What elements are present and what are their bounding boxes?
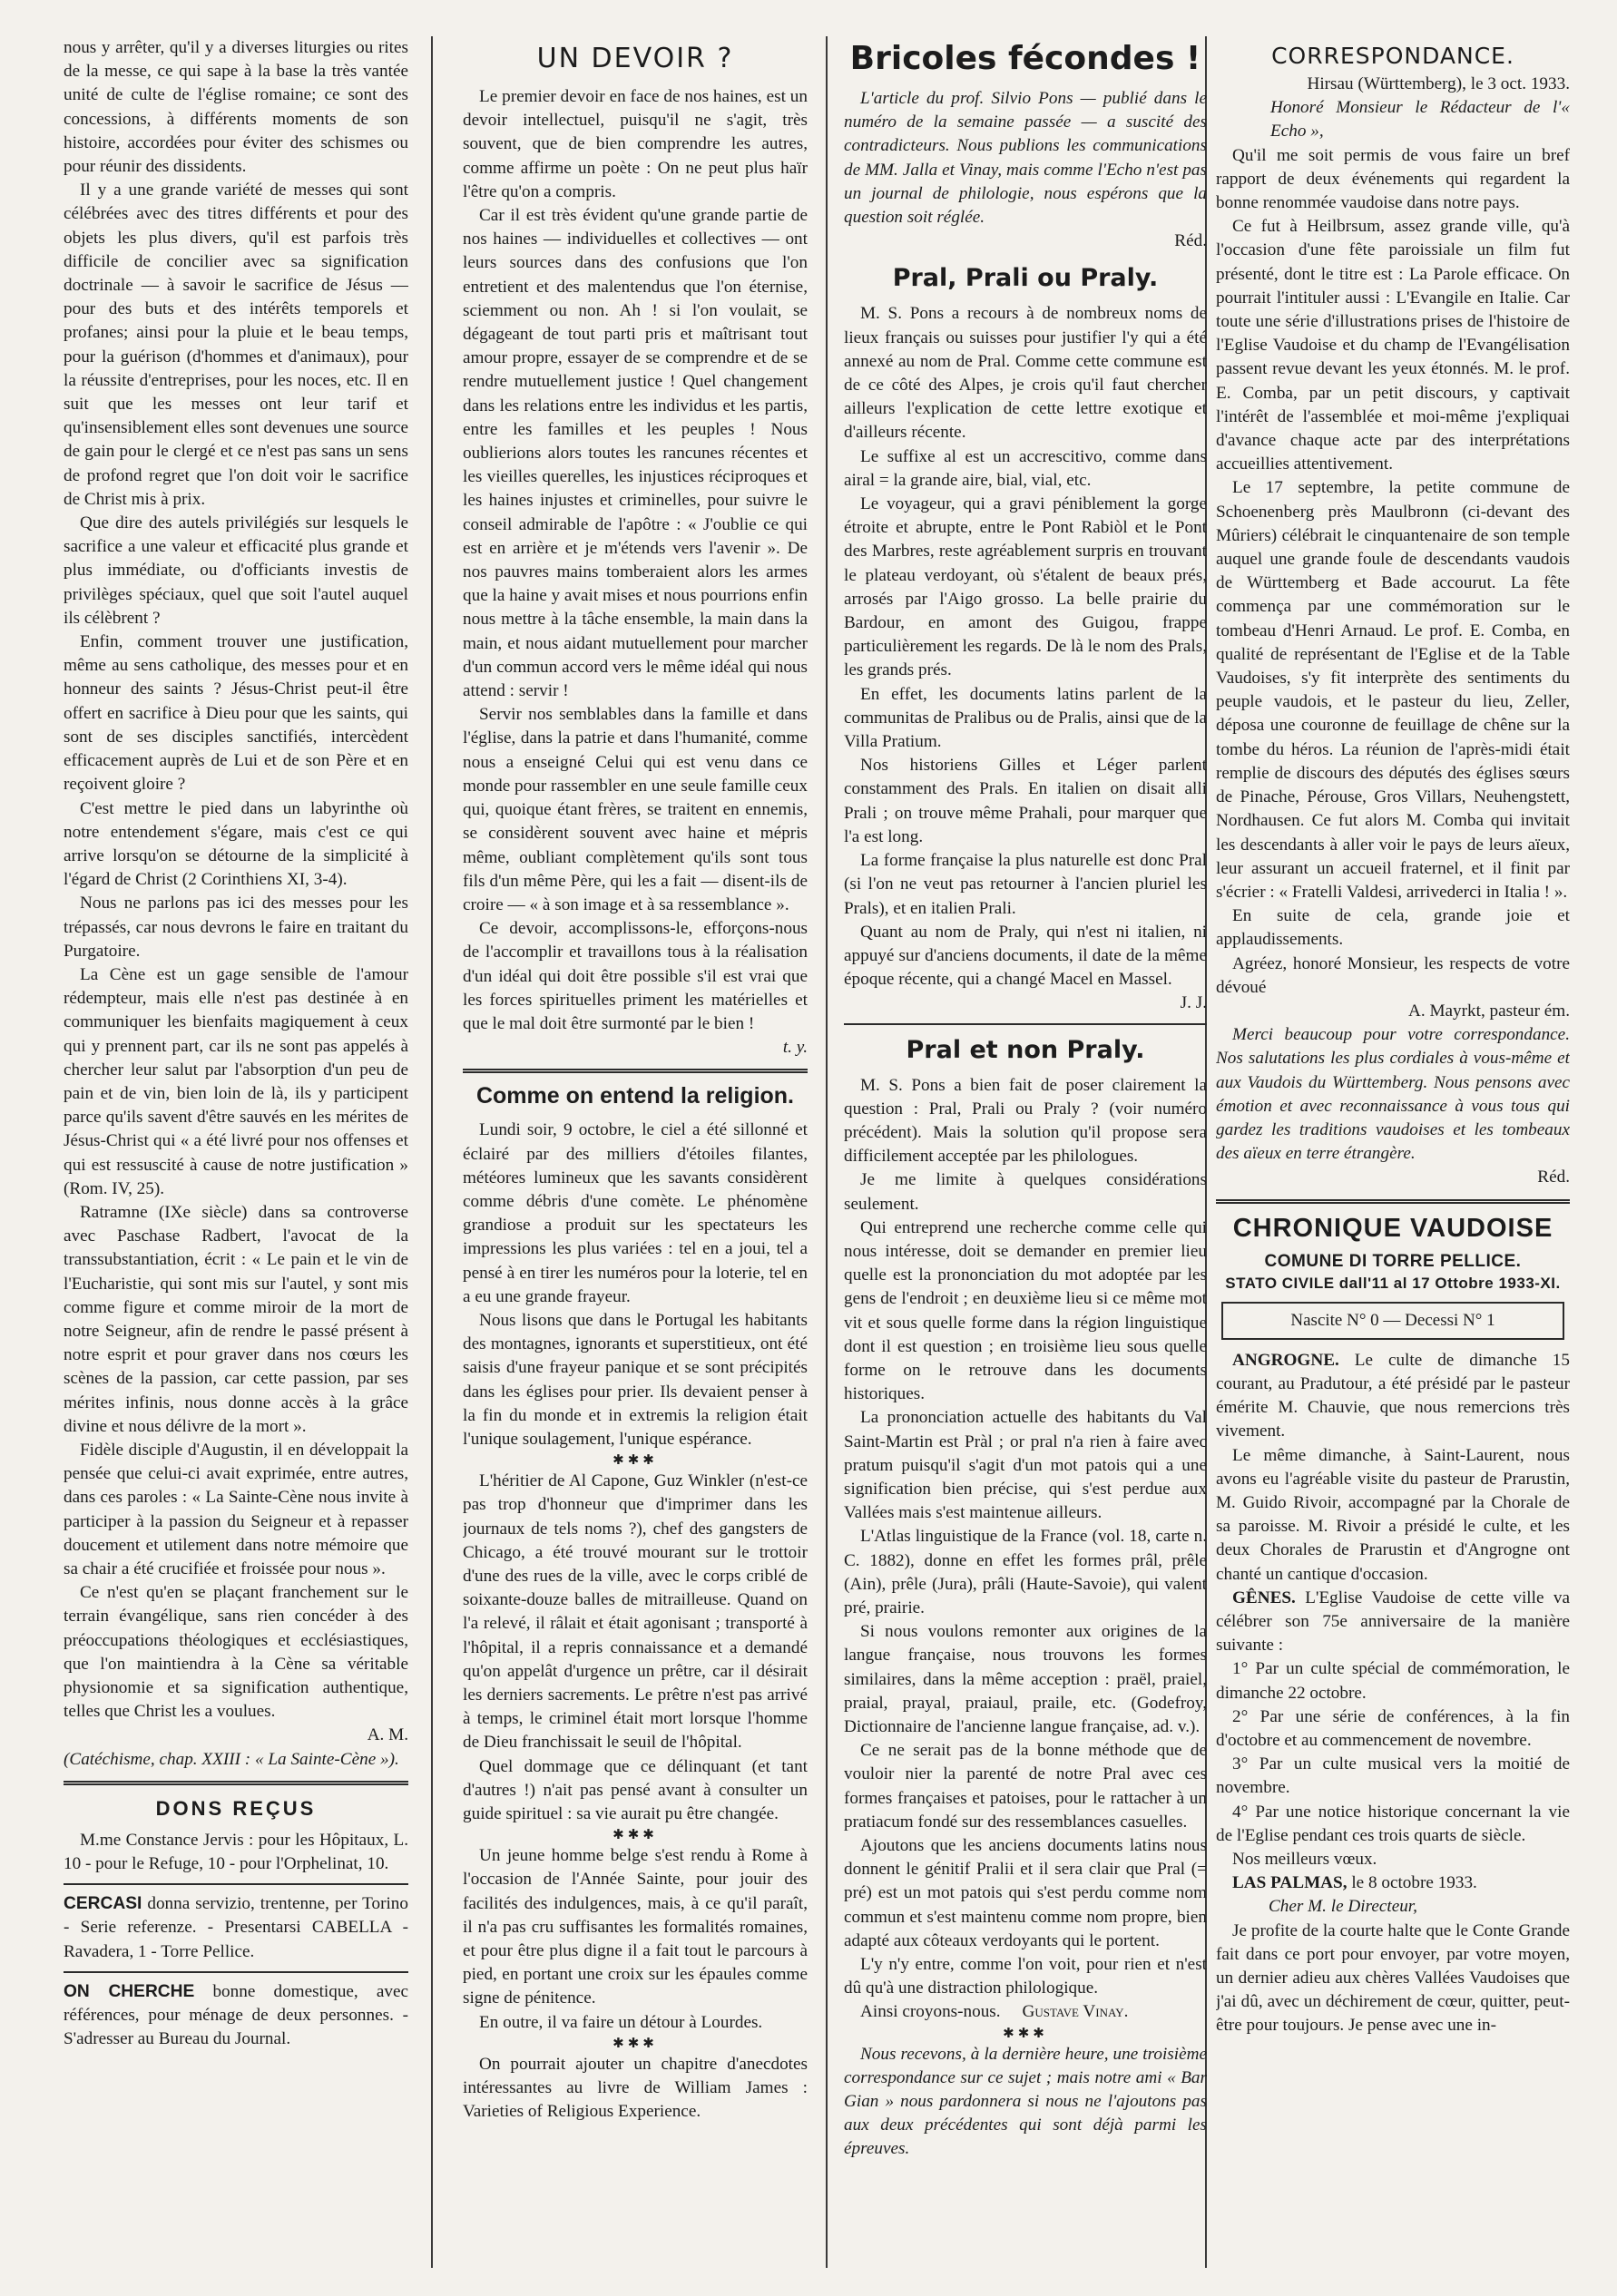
paragraph: Ce n'est qu'en se plaçant franchement sur le terrain évangélique, sans rien concéder à des préoccupations théologiques et ecclésiastiques, que l'on maintiendra à la Cène sa véritable physionomie et sa signification authentique, telles que Christ les a voulues. [64, 1583, 408, 1722]
column-4 [1216, 36, 1570, 2263]
paragraph: M. S. Pons a recours à de nombreux noms de lieux français ou suisses pour justifier l'y qui a été annexé au nom de Pral. Comme cette commune est de ce côté des Alpes, je crois qu'il faut chercher ailleurs l'explication de cette lettre exotique et d'ailleurs récente. [844, 304, 1207, 443]
place-lead: LAS PALMAS, [1232, 1873, 1348, 1893]
ad-text: bonne domestique, avec références, pour ménage de deux personnes. - S'adresser au Bureau du Journal. [64, 1981, 408, 2049]
paragraph: On pourrait ajouter un chapitre d'anecdotes intéressantes au livre de William James : Varieties of Religious Experience. [463, 2054, 808, 2122]
comune-heading: COMUNE DI TORRE PELLICE. [1264, 1251, 1522, 1271]
divider [463, 1069, 808, 1073]
signature: J. J. [1180, 993, 1207, 1013]
section-stars: ✱✱✱ [1003, 2026, 1048, 2041]
signature: A. M. [367, 1725, 408, 1745]
paragraph: Nos meilleurs vœux. [1232, 1850, 1377, 1870]
paragraph: 2° Par une série de conférences, à la fin d'octobre et au commencement de novembre. [1216, 1706, 1570, 1750]
dons-text: M.me Constance Jervis : pour les Hôpitaux, L. 10 - pour le Refuge, 10 - pour l'Orphelinat, 10. [64, 1830, 408, 1874]
divider [64, 1781, 408, 1785]
paragraph: Ajoutons que les anciens documents latins nous donnent le génitif Pralii et il sera clair que Pral (= pré) est un mot patois qui s'est perdu comme nom commun et s'est maintenu comme nom propre, bien adapté aux côteaux verdoyants qui le portent. [844, 1836, 1207, 1950]
paragraph: Ce ne serait pas de la bonne méthode que de vouloir nier la parenté de notre Pral avec ces formes françaises et patoises, pour le rattacher à un pratiacum fondé sur des ressemblances casuelles. [844, 1741, 1207, 1832]
paragraph: En effet, les documents latins parlent de la communitas de Pralibus ou de Pralis, ainsi que de la Villa Pratium. [844, 684, 1207, 752]
signature: Gustave Vinay. [1022, 2002, 1129, 2022]
paragraph: Ce devoir, accomplissons-le, efforçons-nous de l'accomplir et travaillons tous à la réalisation d'un idéal qui doit être possible s'il est vrai que les forces spirituelles priment les matérielles et que le mal doit être surmonté par le bien ! [463, 919, 808, 1033]
sub-title: Pral et non Praly. [906, 1035, 1145, 1064]
divider [64, 1971, 408, 1973]
section-stars: ✱✱✱ [612, 2036, 658, 2051]
paragraph-text: Le culte de dimanche 15 courant, au Pradutour, a été présidé par le pasteur émérite M. Chauvie, que nous remercions très vivement. [1216, 1350, 1570, 1441]
signature: Réd. [1537, 1168, 1570, 1187]
paragraph: nous y arrêter, qu'il y a diverses liturgies ou rites de la messe, ce qui sape à la base la très vantée unité de culte de l'église romaine; ce sont des concessions, à différents moments de son histoire, accordées pour éviter des schismes ou pour réunir des dissidents. [64, 38, 408, 177]
section-stars: ✱✱✱ [612, 1453, 658, 1469]
column-rule [431, 36, 433, 2268]
column-3 [844, 36, 1207, 2263]
paragraph: C'est mettre le pied dans un labyrinthe où notre entendement s'égare, mais c'est ce qui arrive lorsqu'on se détourne de la simplicité à l'égard de Christ (2 Corinthiens XI, 3-4). [64, 798, 408, 890]
paragraph: Que dire des autels privilégiés sur lesquels le sacrifice a une valeur et efficacité plus grande et plus immédiate, ou d'officiants investis de privilèges spéciaux, quel que soit l'autel auquel ils célèbrent ? [64, 513, 408, 628]
paragraph: Enfin, comment trouver une justification, même au sens catholique, des messes pour et en honneur des saints ? Jésus-Christ peut-il être offert en sacrifice à Dieu pour que les saints, qui sont de ses disciples sanctifiés, intercèdent efficacement auprès de Lui et de son Père et en reçoivent gloire ? [64, 632, 408, 795]
paragraph: Qui entreprend une recherche comme celle qui nous intéresse, doit se demander en premier lieu quelle est la prononciation du mot adoptée par les gens de l'endroit ; en deuxième lieu si ce même mot vit et sous quelle forme dans la région linguistique dont il est question ; en troisième lieu sous quelle forme on le retrouve dans les documents historiques. [844, 1217, 1207, 1404]
classified-ad [64, 1980, 408, 2052]
dateline: Hirsau (Württemberg), le 3 oct. 1933. [1307, 74, 1570, 93]
paragraph: L'y n'y entre, comme l'on voit, pour rien et n'est dû qu'à une distraction philologique. [844, 1955, 1207, 1998]
paragraph-text: le 8 octobre 1933. [1347, 1873, 1477, 1893]
paragraph: Un jeune homme belge s'est rendu à Rome à l'occasion de l'Année Sainte, pour jouir des facilités des indulgences, mais, à ce qu'il paraît, il n'a pas cru suffisantes les formalités romaines, et pour être plus digne il a fait tout le parcours à pied, en portant une croix sur les épaules comme signe de pénitence. [463, 1846, 808, 2008]
paragraph: La forme française la plus naturelle est donc Pral (si l'on ne veut pas retourner à l'ancien pluriel les Prals), et en italien Prali. [844, 851, 1207, 918]
paragraph: Servir nos semblables dans la famille et dans l'église, dans la patrie et dans l'humanité, comme nous a enseigné Celui qui est venu dans ce monde pour rassembler en une seule famille ceux qui, quoique étant frères, se traitent en ennemis, se considèrent souvent avec haine et mépris même, oubliant complètement qu'ils sont tous fils d'un même Père, qui les a fait — disent-ils de croire — « à son image et à sa ressemblance ». [463, 705, 808, 914]
ad-lead: CERCASI [64, 1894, 142, 1914]
column-rule [826, 36, 828, 2268]
paragraph [1216, 1587, 1570, 1658]
paragraph: Je profite de la courte halte que le Conte Grande fait dans ce port pour envoyer, par votre moyen, un dernier adieu aux chères Vallées Vaudoises que j'ai dû, avec un déchirement de cœur, quitter, peut-être pour toujours. Je pense avec une in- [1216, 1920, 1570, 2036]
paragraph: Agréez, honoré Monsieur, les respects de votre dévoué [1216, 953, 1570, 997]
paragraph: L'héritier de Al Capone, Guz Winkler (n'est-ce pas trop d'honneur que d'imprimer dans les journaux de tels noms ?), chef des gangsters de Chicago, a été trouvé mourant sur le trottoir d'une des rues de la ville, avec le corps criblé de soixante-douze balles de mitrailleuse. Quand on l'a relevé, il râlait et était agonisant ; transporté à l'hôpital, il a repris connaissance et a demandé qu'on appelât d'urgence un prêtre, car il désirait les derniers sacrements. Le prêtre n'est pas arrivé à temps, le criminel était mort lorsque l'homme de Dieu franchissait le seuil de l'hôpital. [463, 1471, 808, 1753]
paragraph [1216, 1349, 1570, 1444]
editor-reply: Merci beaucoup pour votre correspondance. Nos salutations les plus cordiales à vous-même et aux Vaudois du Württemberg. Nous pensons avec émotion et avec reconnaissance à vous tous qui gardez les traditions vaudoises et les tombeaux des aïeux en terre étrangère. [1216, 1025, 1570, 1164]
ad-text: donna servizio, trentenne, per Torino - Serie referenze. - Presentarsi CABELLA - Ravadera, 1 - Torre Pellice. [64, 1894, 408, 1961]
place-lead: GÊNES. [1232, 1588, 1296, 1607]
signature: A. Mayrkt, pasteur ém. [1408, 1001, 1570, 1021]
paragraph: Fidèle disciple d'Augustin, il en développait la pensée que celui-ci avait exprimée, entre autres, dans ces paroles : « La Sainte-Cène nous invite à participer à la passion du Seigneur et à repasser doucement et utilement dans notre mémoire que sa chair a été crucifiée et froissée pour nous ». [64, 1440, 408, 1578]
article-title: UN DEVOIR ? [536, 43, 734, 74]
paragraph: Nous lisons que dans le Portugal les habitants des montagnes, ignorants et superstitieux, ont été saisis d'une frayeur panique et se sont précipités dans les églises pour prier. Ils devaient penser à la fin du monde et in extremis la religion était l'unique soulagement, l'unique espérance. [463, 1310, 808, 1449]
paragraph: Il y a une grande variété de messes qui sont célébrées avec des titres différents et pour des objets les plus divers, qu'il est parfois très difficile de concilier avec sa signification doctrinale — à savoir le sacrifice de Jésus — pour des buts et des intérêts temporels et profanes; ainsi pour la pluie et le beau temps, pour la guérison (d'hommes et d'animaux), pour la réussite d'entreprises, pour les noces, etc. Il en suit que les messes ont leur tarif et qu'insensiblement elles sont devenues une source de gain pour le clergé et ce n'est pas sans un sens de profond regret que l'on doit voir le sacrifice de Christ mis à prix. [64, 181, 408, 509]
paragraph: Ratramne (IXe siècle) dans sa controverse avec Paschase Radbert, l'avocat de la transsubstantiation, écrit : « Le pain et le vin de l'Eucharistie, qui sont mis sur l'autel, y sont mis comme figure et comme miroir de la mort de notre Seigneur, afin de rendre le passé présent à notre esprit et pour graver dans nos cœurs les scènes de la passion, car cette passion, par ses mérites infinis, nous donne accès à la grâce divine et nous délivre de la mort ». [64, 1202, 408, 1436]
salutation: Cher M. le Directeur, [1269, 1897, 1417, 1917]
paragraph: 3° Par un culte musical vers la moitié de novembre. [1216, 1754, 1570, 1798]
paragraph: Quant au nom de Praly, qui n'est ni italien, ni appuyé sur d'anciens documents, il date de la même époque récente, qui a changé Macel en Massel. [844, 922, 1207, 990]
column-2 [463, 36, 808, 2263]
paragraph: Le premier devoir en face de nos haines, est un devoir intellectuel, puisqu'il ne s'agit, très souvent, que de bien comprendre les autres, comme affirme un poète : On ne peut plus haïr l'être qu'on a compris. [463, 87, 808, 201]
paragraph-text: L'Eglise Vaudoise de cette ville va célébrer son 75e anniversaire de la manière suivante : [1216, 1588, 1570, 1656]
stato-civile-heading: STATO CIVILE dall'11 al 17 Ottobre 1933-XI. [1225, 1274, 1561, 1292]
paragraph: M. S. Pons a bien fait de poser clairement la question : Pral, Prali ou Praly ? (voir numéro précédent). Mais la solution qu'il propose sera difficilement acceptée par les philologues. [844, 1075, 1207, 1167]
paragraph: Le suffixe al est un accrescitivo, comme dans airal = la grande aire, bial, vial, etc. [844, 446, 1207, 490]
paragraph: Si nous voulons remonter aux origines de la langue française, nous trouvons les formes similaires, dans la même acception : praël, praiel, praial, prayal, praiaul, praile, etc. (Godefroy, Dictionnaire de l'ancienne langue française, ad. v.). [844, 1622, 1207, 1736]
article-title: CORRESPONDANCE. [1271, 43, 1514, 69]
column-1 [64, 36, 408, 2263]
paragraph: L'Atlas linguistique de la France (vol. 18, carte n. C. 1882), donne en effet les formes prâl, prêle (Ain), prêle (Jura), prâli (Haute-Savoie), qui valent pré, prairie. [844, 1527, 1207, 1617]
divider [844, 1023, 1207, 1025]
signature: Réd. [1174, 231, 1207, 251]
paragraph: La Cène est un gage sensible de l'amour rédempteur, mais elle n'est pas destinée à en communiquer les bienfaits magiquement à ceux qui y prennent part, car ils ne sont pas appelés à chercher leur salut par l'absorption d'un peu de pain et de vin, bien loin de là, ils y participent parce qu'ils savent d'être sauvés en les mérites de Jésus-Christ qui « a été livré pour nos offenses et qui est ressuscité à cause de notre justification » (Rom. IV, 25). [64, 964, 408, 1198]
article-title: Comme on entend la religion. [475, 1083, 795, 1109]
citation: (Catéchisme, chap. XXIII : « La Sainte-Cène »). [64, 1749, 399, 1769]
classified-ad [64, 1892, 408, 1964]
salutation: Honoré Monsieur le Rédacteur de l'« Echo », [1270, 98, 1570, 142]
editor-note: Nous recevons, à la dernière heure, une troisième correspondance sur ce sujet ; mais notre ami « Bar Gian » nous pardonnera si nous ne l'ajoutons pas aux deux précédentes qui sont déjà parmi les épreuves. [844, 2044, 1207, 2159]
divider [1216, 1199, 1570, 1204]
paragraph: Car il est très évident qu'une grande partie de nos haines — individuelles et collectives — ont leurs sources dans des confusions que l'on entretient et des malentendus que l'on éternise, sciemment ou non. Ah ! si l'on voulait, se dégageant de tout parti pris et maîtrisant tout amour propre, essayer de se comprendre et de se rendre mutuellement justice ! Quel changement dans les relations entre les individus et les partis, entre les familles et les peuples ! Nous oublierions alors toutes les rancunes récentes et les vieilles querelles, les injustices réciproques et les haines injustes et criminelles, pour suivre le conseil admirable de l'apôtre : « J'oublie ce qui est en arrière et je m'étends vers l'avenir ». De nos pauvres mains tomberaient alors les armes que la haine y avait mises et nous pourrions enfin nous mettre à la tâche ensemble, la main dans la main, et nous aidant mutuellement pour marcher d'un commun accord vers le même idéal qui nous attend : servir ! [463, 206, 808, 701]
signature: t. y. [782, 1038, 808, 1058]
paragraph: Lundi soir, 9 octobre, le ciel a été sillonné et éclairé par des milliers d'étoiles filantes, météores lumineux que les savants considèrent comme débris d'une comète. Le phénomène grandiose a produit sur les spectateurs les impressions les plus variées : tel en a joui, tel a pensé à en tirer les numéros pour la loterie, tel en a eu une grande frayeur. [463, 1120, 808, 1306]
paragraph: Nos historiens Gilles et Léger parlent constamment des Prals. En italien on disait alli Prali ; on trouve même Prahali, pour marquer que l'a est long. [844, 756, 1207, 846]
newspaper-page [64, 36, 1570, 2268]
paragraph: En suite de cela, grande joie et applaudissements. [1216, 906, 1570, 950]
section-stars: ✱✱✱ [612, 1828, 658, 1843]
paragraph: Le même dimanche, à Saint-Laurent, nous avons eu l'agréable visite du pasteur de Prarustin, M. Guido Rivoir, accompagné par la Chorale de sa paroisse. M. Rivoir a présidé le culte, et les deux Chorales de Prarustin et d'Angrogne ont chanté un cantique d'occasion. [1216, 1445, 1570, 1584]
ad-lead: ON CHERCHE [64, 1981, 195, 2001]
sub-title: Pral, Prali ou Praly. [892, 264, 1159, 293]
paragraph: Ce fut à Heilbrsum, assez grande ville, qu'à l'occasion d'une fête paroissiale un film fut présenté, dont le titre est : La Parole efficace. On pourrait l'intituler aussi : L'Evangile en Italie. Car toute une série d'illustrations prises de l'histoire de l'Eglise Vaudoise et du champ de l'Evangélisation passent revue devant les yeux étonnés. M. le prof. E. Comba, par un petit discours, y captivait l'intérêt de l'assemblée et moi-même j'expliquai d'avance chaque acte par des interprétations accueillies attentivement. [1216, 217, 1570, 474]
paragraph: Quel dommage que ce délinquant (et tant d'autres !) n'ait pas pensé avant à consulter un guide spirituel : sa vie aurait pu être changée. [463, 1756, 808, 1824]
paragraph: La prononciation actuelle des habitants du Val Saint-Martin est Pràl ; or pral n'a rien à faire avec pratum puisqu'il s'agit d'un mot patois qui a une signification bien précise, qui s'est perdue aux Vallées mais s'est maintenue ailleurs. [844, 1408, 1207, 1523]
divider [64, 1883, 408, 1885]
paragraph: Le voyageur, qui a gravi péniblement la gorge étroite et abrupte, entre le Pont Rabiòl et le Pont des Marbres, reste agréablement surpris en trouvant le plateau verdoyant, où s'étalent de beaux prés, arrosés par l'Aigo grosso. La belle prairie du Bardour, en amont des Guigou, frappe particulièrement les regards. De là le nom des Prals, les grands prés. [844, 494, 1207, 680]
paragraph: Qu'il me soit permis de vous faire un bref rapport de deux événements qui regardent la bonne renommée vaudoise dans notre pays. [1216, 145, 1570, 213]
section-title: CHRONIQUE VAUDOISE [1232, 1213, 1553, 1243]
paragraph [1216, 1871, 1570, 1895]
closing-text: Ainsi croyons-nous. [860, 2002, 1001, 2022]
paragraph: Le 17 septembre, la petite commune de Schoenenberg près Maulbronn (ci-devant des Mûriers) célébrait le cinquantenaire de son temple auquel une grande foule de descendants vaudois de Württemberg et Bade accourut. La fête commença par une commémoration sur le tombeau d'Henri Arnaud. Le prof. E. Comba, en qualité de représentant de l'Eglise et de la Table Vaudoises, s'y fit interprète des sentiments du peuple vaudois, et le pasteur du lieu, Zeller, déposa une couronne de feuillage de chêne sur la tombe du héros. La réunion de l'après-midi était remplie de discours des députés des églises sœurs de Pinache, Pérouse, Gros Villars, Neuhengstett, Nordhausen. Ce fut alors M. Comba qui invitait les descendants à aller voir le pays de leurs aïeux, leur assurant un accueil fraternel, et il finit par s'écrier : « Fratelli Valdesi, arrivederci in Italia ! ». [1216, 478, 1570, 902]
dons-title: DONS REÇUS [155, 1796, 317, 1820]
paragraph [844, 2000, 1207, 2024]
paragraph: En outre, il va faire un détour à Lourdes. [479, 2012, 763, 2032]
place-lead: ANGROGNE. [1232, 1350, 1339, 1370]
article-title: Bricoles fécondes ! [849, 40, 1201, 77]
paragraph: 4° Par une notice historique concernant la vie de l'Eglise pendant ces trois quarts de siècle. [1216, 1802, 1570, 1845]
paragraph: 1° Par un culte spécial de commémoration, le dimanche 22 octobre. [1216, 1659, 1570, 1703]
paragraph: Nous ne parlons pas ici des messes pour les trépassés, car nous devrons le faire en traitant du Purgatoire. [64, 894, 408, 961]
paragraph: Je me limite à quelques considérations seulement. [844, 1170, 1207, 1214]
civil-status-box: Nascite N° 0 — Decessi N° 1 [1221, 1302, 1564, 1340]
editor-intro: L'article du prof. Silvio Pons — publié dans le numéro de la semaine passée — a suscité des contradicteurs. Nous publions les communications de MM. Jalla et Vinay, mais comme l'Echo n'est pas un journal de philologie, nous espérons que la question soit réglée. [844, 89, 1207, 228]
